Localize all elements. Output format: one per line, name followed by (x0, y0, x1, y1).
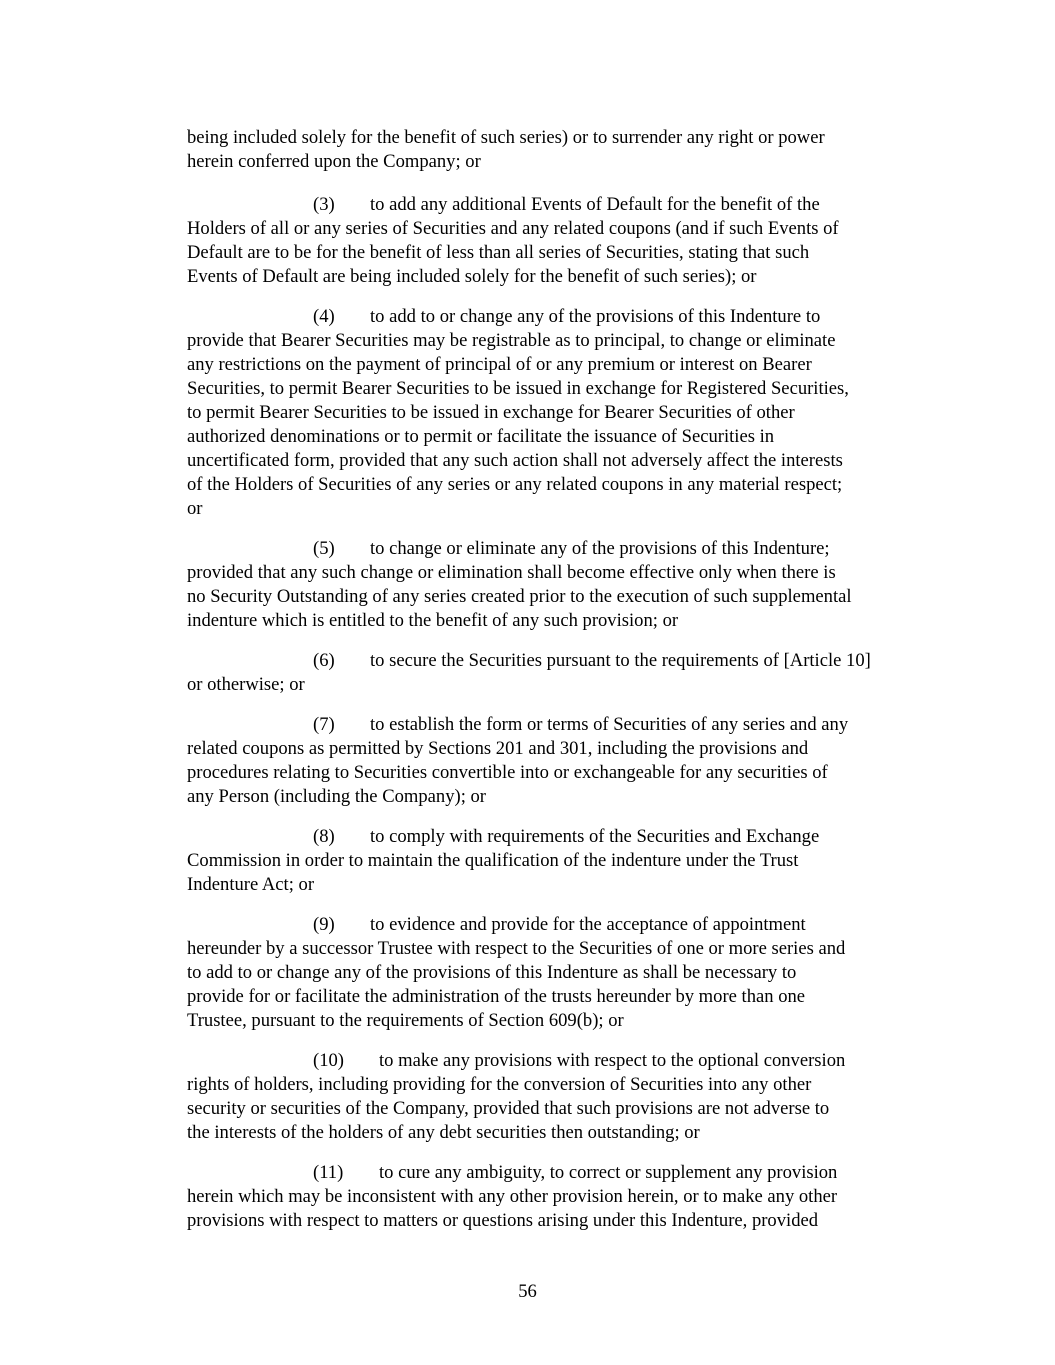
paragraph-line (187, 241, 932, 265)
paragraph-line (187, 825, 932, 849)
paragraph-line (187, 873, 932, 897)
line-text: Holders of all or any series of Securities and any related coupons (and if such Events of (187, 218, 839, 239)
line-text: the interests of the holders of any debt securities then outstanding; or (187, 1122, 700, 1143)
paragraph-line (187, 265, 932, 289)
line-text: provisions with respect to matters or questions arising under this Indenture, provided (187, 1210, 819, 1231)
line-text: related coupons as permitted by Sections 201 and 301, including the provisions and (187, 738, 809, 759)
paragraph-line (187, 1209, 932, 1233)
paragraph-line (187, 737, 932, 761)
line-text: to secure the Securities pursuant to the requirements of [Article 10] (370, 650, 871, 671)
paragraph-line (187, 649, 932, 673)
paragraph-line (187, 425, 932, 449)
paragraph-p11 (187, 1161, 932, 1233)
paragraph-line (187, 353, 932, 377)
paragraph-line (187, 193, 932, 217)
line-text: to add to or change any of the provisions of this Indenture to (370, 306, 821, 327)
line-text: provide that Bearer Securities may be registrable as to principal, to change or eliminate (187, 330, 836, 351)
clause-number: (10) (313, 1050, 344, 1071)
line-text: herein conferred upon the Company; or (187, 151, 481, 172)
paragraph-line (187, 1121, 932, 1145)
line-text: to add to or change any of the provisions of this Indenture as shall be necessary to (187, 962, 797, 983)
clause-number: (11) (313, 1162, 344, 1183)
line-text: to add any additional Events of Default for the benefit of the (370, 194, 820, 215)
clause-number: (8) (313, 826, 335, 847)
line-text: rights of holders, including providing for the conversion of Securities into any other (187, 1074, 812, 1095)
line-text: any restrictions on the payment of principal of or any premium or interest on Bearer (187, 354, 812, 375)
line-text: authorized denominations or to permit or facilitate the issuance of Securities in (187, 426, 775, 447)
paragraph-p7 (187, 713, 932, 809)
paragraph-p10 (187, 1049, 932, 1145)
paragraph-line (187, 305, 932, 329)
line-text: procedures relating to Securities convertible into or exchangeable for any securities of (187, 762, 828, 783)
line-text: security or securities of the Company, provided that such provisions are not adverse to (187, 1098, 830, 1119)
paragraph-line (187, 961, 932, 985)
line-text: to change or eliminate any of the provisions of this Indenture; (370, 538, 830, 559)
clause-number: (7) (313, 714, 335, 735)
line-text: to comply with requirements of the Securities and Exchange (370, 826, 820, 847)
line-text: to evidence and provide for the acceptance of appointment (370, 914, 806, 935)
paragraph-line (187, 1097, 932, 1121)
paragraph-line (187, 537, 932, 561)
line-text: indenture which is entitled to the benefit of any such provision; or (187, 610, 679, 631)
clause-number: (9) (313, 914, 335, 935)
line-text: any Person (including the Company); or (187, 786, 486, 807)
paragraph-p8 (187, 825, 932, 897)
line-text: or otherwise; or (187, 674, 305, 695)
paragraph-line (187, 377, 932, 401)
paragraph-p3 (187, 193, 932, 289)
clause-number: (6) (313, 650, 335, 671)
clause-number: (5) (313, 538, 335, 559)
paragraph-line (187, 761, 932, 785)
paragraph-line (187, 985, 932, 1009)
paragraph-line (187, 1073, 932, 1097)
paragraph-line (187, 713, 932, 737)
line-text: to cure any ambiguity, to correct or supplement any provision (379, 1162, 838, 1183)
paragraph-line (187, 150, 932, 174)
line-text: herein which may be inconsistent with any other provision herein, or to make any other (187, 1186, 838, 1207)
paragraph-line (187, 849, 932, 873)
paragraph-line (187, 1049, 932, 1073)
paragraph-line (187, 673, 932, 697)
line-text: no Security Outstanding of any series created prior to the execution of such supplemental (187, 586, 852, 607)
line-text: Trustee, pursuant to the requirements of Section 609(b); or (187, 1010, 624, 1031)
paragraph-line (187, 1009, 932, 1033)
paragraph-line (187, 937, 932, 961)
paragraph-line (187, 329, 932, 353)
paragraph-line (187, 1185, 932, 1209)
line-text: being included solely for the benefit of such series) or to surrender any right or power (187, 127, 825, 148)
paragraph-line (187, 561, 932, 585)
paragraph-line (187, 497, 932, 521)
paragraph-p4 (187, 305, 932, 521)
paragraph-line (187, 1161, 932, 1185)
paragraph-line (187, 609, 932, 633)
paragraph-p-cont (187, 126, 932, 174)
clause-number: (4) (313, 306, 335, 327)
line-text: provided that any such change or elimination shall become effective only when there is (187, 562, 836, 583)
line-text: of the Holders of Securities of any series or any related coupons in any material respect; (187, 474, 843, 495)
paragraph-line (187, 585, 932, 609)
paragraph-line (187, 785, 932, 809)
line-text: Default are to be for the benefit of less than all series of Securities, stating that such (187, 242, 810, 263)
line-text: Events of Default are being included solely for the benefit of such series); or (187, 266, 757, 287)
paragraph-line (187, 217, 932, 241)
clause-number: (3) (313, 194, 335, 215)
line-text: hereunder by a successor Trustee with respect to the Securities of one or more series and (187, 938, 846, 959)
line-text: to establish the form or terms of Securities of any series and any (370, 714, 849, 735)
paragraph-line (187, 401, 932, 425)
paragraph-p5 (187, 537, 932, 633)
paragraph-line (187, 449, 932, 473)
line-text: Indenture Act; or (187, 874, 315, 895)
line-text: uncertificated form, provided that any such action shall not adversely affect the interests (187, 450, 843, 471)
line-text: or (187, 498, 203, 519)
line-text: Commission in order to maintain the qualification of the indenture under the Trust (187, 850, 799, 871)
line-text: to permit Bearer Securities to be issued in exchange for Bearer Securities of other (187, 402, 795, 423)
paragraph-line (187, 473, 932, 497)
paragraph-line (187, 913, 932, 937)
line-text: Securities, to permit Bearer Securities to be issued in exchange for Registered Securities, (187, 378, 849, 399)
page-number: 56 (518, 1281, 537, 1302)
paragraph-line (187, 126, 932, 150)
paragraph-p6 (187, 649, 932, 697)
line-text: provide for or facilitate the administration of the trusts hereunder by more than one (187, 986, 806, 1007)
paragraph-p9 (187, 913, 932, 1033)
line-text: to make any provisions with respect to the optional conversion (379, 1050, 846, 1071)
